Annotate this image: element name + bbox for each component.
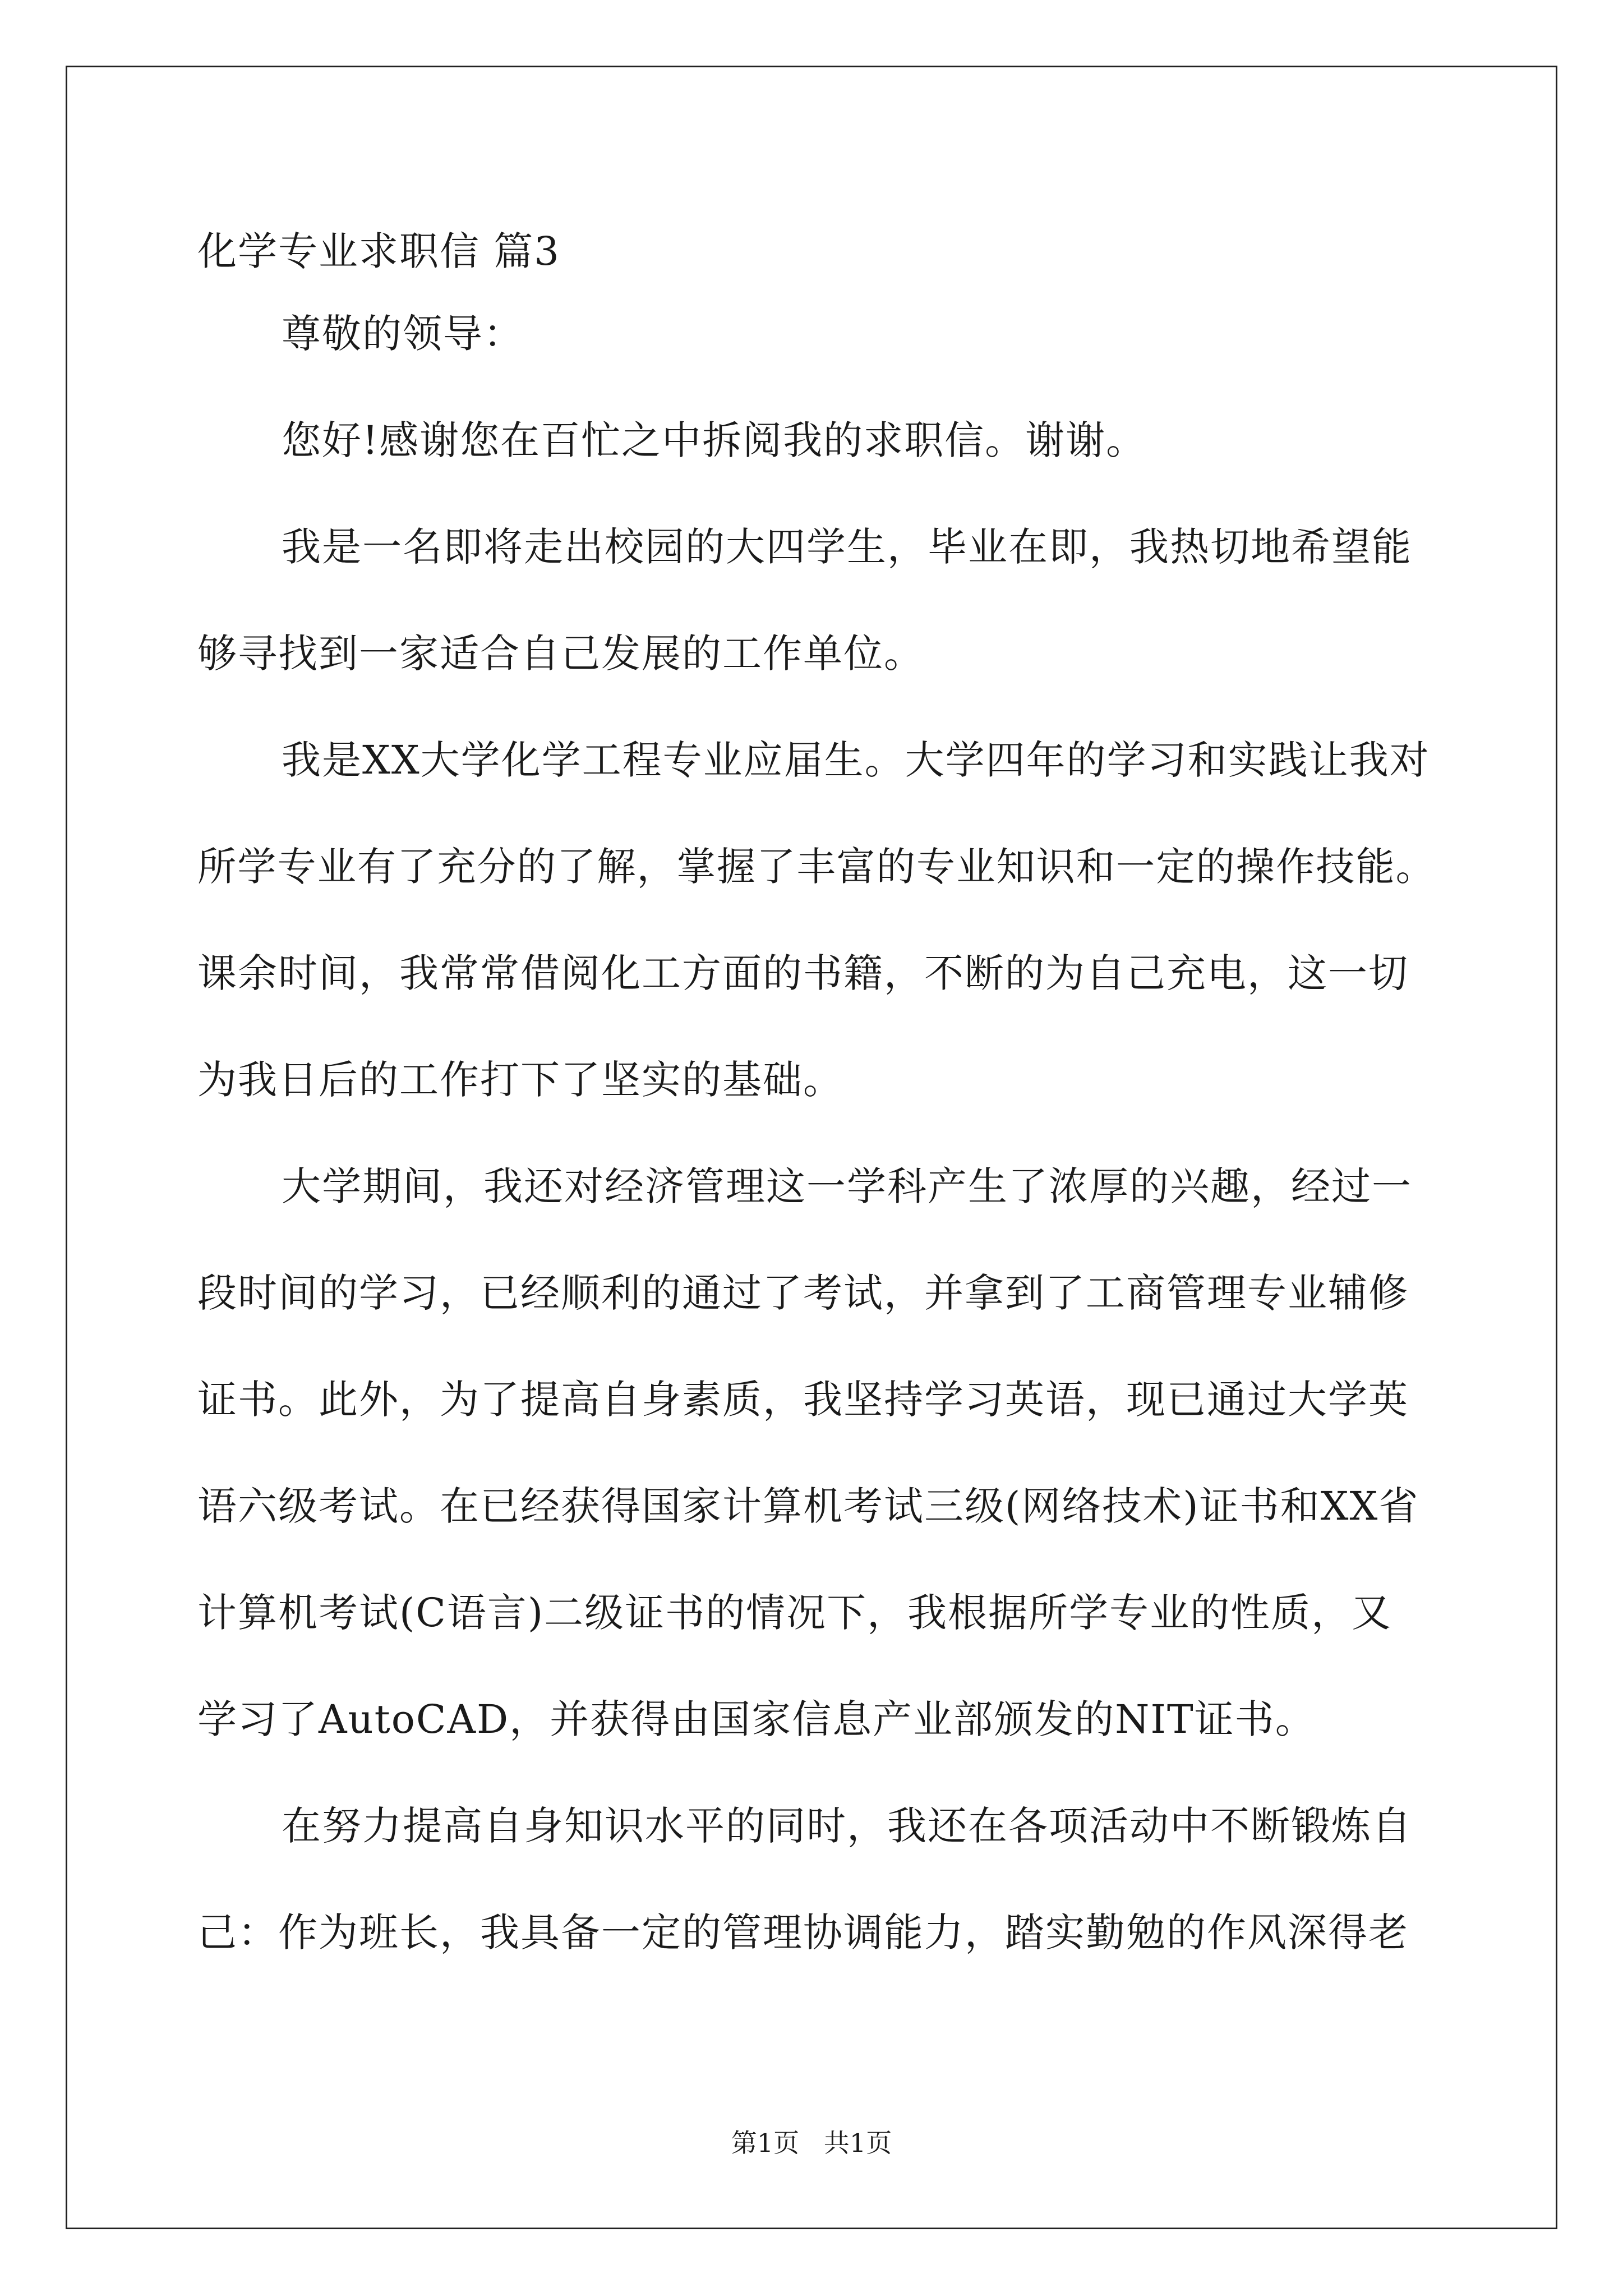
text-line: 段时间的学习，已经顺利的通过了考试，并拿到了工商管理专业辅修 bbox=[197, 1270, 1409, 1316]
text-line: 您好!感谢您在百忙之中拆阅我的求职信。谢谢。 bbox=[282, 417, 1147, 463]
text-line: 我是XX大学化学工程专业应届生。大学四年的学习和实践让我对 bbox=[282, 737, 1430, 783]
salutation: 尊敬的领导： bbox=[282, 311, 524, 357]
text-line: 证书。此外，为了提高自身素质，我坚持学习英语，现已通过大学英 bbox=[197, 1377, 1409, 1423]
text-line: 学习了AutoCAD，并获得由国家信息产业部颁发的NIT证书。 bbox=[197, 1696, 1316, 1742]
text-line: 在努力提高自身知识水平的同时，我还在各项活动中不断锻炼自 bbox=[282, 1803, 1412, 1849]
text-line: 够寻找到一家适合自己发展的工作单位。 bbox=[197, 631, 924, 677]
text-line: 课余时间，我常常借阅化工方面的书籍，不断的为自己充电，这一切 bbox=[197, 950, 1409, 996]
text-line: 计算机考试(C语言)二级证书的情况下，我根据所学专业的性质，又 bbox=[197, 1590, 1393, 1636]
text-line: 所学专业有了充分的了解，掌握了丰富的专业知识和一定的操作技能。 bbox=[197, 844, 1436, 890]
text-line: 为我日后的工作打下了坚实的基础。 bbox=[197, 1057, 843, 1103]
text-line: 我是一名即将走出校园的大四学生，毕业在即，我热切地希望能 bbox=[282, 524, 1412, 570]
text-line: 语六级考试。在已经获得国家计算机考试三级(网络技术)证书和XX省 bbox=[197, 1483, 1419, 1529]
page-border bbox=[66, 66, 1557, 2229]
page-footer: 第1页 共1页 bbox=[731, 2128, 892, 2158]
text-line: 己：作为班长，我具备一定的管理协调能力，踏实勤勉的作风深得老 bbox=[197, 1910, 1409, 1955]
text-line: 大学期间，我还对经济管理这一学科产生了浓厚的兴趣，经过一 bbox=[282, 1163, 1412, 1209]
document-title: 化学专业求职信 篇3 bbox=[197, 228, 560, 274]
